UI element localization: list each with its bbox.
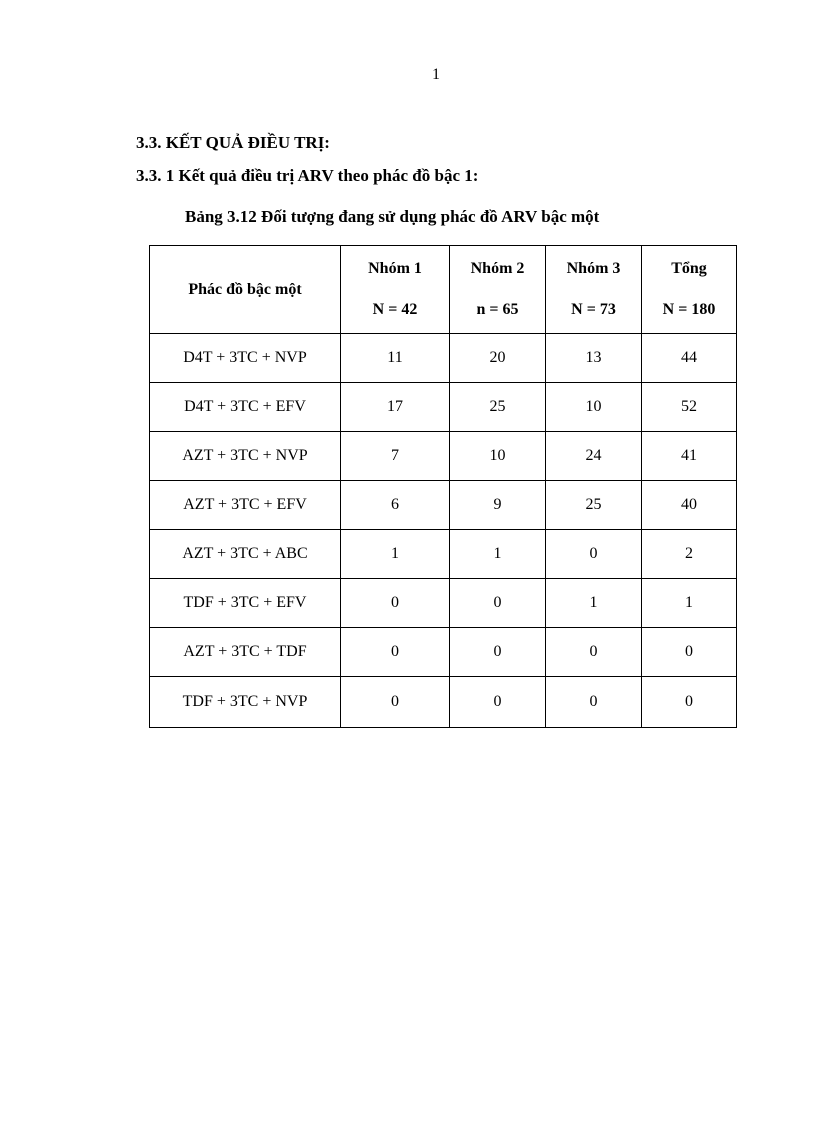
cell-regimen: D4T + 3TC + EFV	[150, 383, 341, 432]
cell-regimen: AZT + 3TC + TDF	[150, 628, 341, 677]
header-group3	[546, 246, 642, 334]
header-group3-n: N = 73	[571, 301, 616, 318]
regimen-table	[149, 245, 737, 728]
table-row	[150, 481, 737, 530]
cell-total: 52	[642, 383, 737, 432]
cell-total: 41	[642, 432, 737, 481]
cell-regimen: AZT + 3TC + ABC	[150, 530, 341, 579]
cell-total: 40	[642, 481, 737, 530]
cell-group3: 13	[546, 334, 642, 383]
table-row	[150, 432, 737, 481]
cell-group2: 10	[450, 432, 546, 481]
cell-group3: 0	[546, 628, 642, 677]
section-heading: 3.3. KẾT QUẢ ĐIỀU TRỊ:	[136, 133, 330, 152]
header-group2	[450, 246, 546, 334]
cell-regimen: D4T + 3TC + NVP	[150, 334, 341, 383]
cell-group1: 0	[341, 677, 450, 728]
table-caption: Bảng 3.12 Đối tượng đang sử dụng phác đồ ARV bậc một	[185, 207, 600, 226]
table-row	[150, 530, 737, 579]
cell-group2: 25	[450, 383, 546, 432]
cell-group2: 20	[450, 334, 546, 383]
cell-group1: 0	[341, 628, 450, 677]
header-group2-name: Nhóm 2	[470, 260, 525, 277]
table-row	[150, 334, 737, 383]
cell-regimen: AZT + 3TC + EFV	[150, 481, 341, 530]
cell-group3: 0	[546, 530, 642, 579]
header-regimen	[150, 246, 341, 334]
cell-group3: 1	[546, 579, 642, 628]
header-total-name: Tổng	[671, 260, 707, 277]
table-row	[150, 628, 737, 677]
cell-group3: 24	[546, 432, 642, 481]
cell-group3: 25	[546, 481, 642, 530]
header-total-n: N = 180	[662, 301, 716, 318]
cell-group1: 0	[341, 579, 450, 628]
cell-group2: 0	[450, 628, 546, 677]
cell-total: 0	[642, 677, 737, 728]
page-number: 1	[432, 66, 440, 83]
cell-group1: 1	[341, 530, 450, 579]
cell-regimen: TDF + 3TC + NVP	[150, 677, 341, 728]
header-group1-n: N = 42	[372, 301, 418, 318]
header-regimen-label: Phác đồ bậc một	[188, 280, 302, 298]
cell-total: 44	[642, 334, 737, 383]
cell-group2: 9	[450, 481, 546, 530]
table-header-row	[150, 246, 737, 334]
header-group2-n: n = 65	[476, 301, 519, 318]
table-row	[150, 579, 737, 628]
header-group1	[341, 246, 450, 334]
cell-group3: 0	[546, 677, 642, 728]
cell-group1: 6	[341, 481, 450, 530]
cell-group1: 7	[341, 432, 450, 481]
cell-total: 2	[642, 530, 737, 579]
table-row	[150, 383, 737, 432]
cell-total: 0	[642, 628, 737, 677]
cell-group2: 0	[450, 579, 546, 628]
header-group1-name: Nhóm 1	[368, 260, 422, 277]
cell-group1: 17	[341, 383, 450, 432]
cell-group2: 1	[450, 530, 546, 579]
cell-regimen: TDF + 3TC + EFV	[150, 579, 341, 628]
subsection-heading: 3.3. 1 Kết quả điều trị ARV theo phác đồ bậc 1:	[136, 166, 479, 185]
table-row	[150, 677, 737, 728]
cell-group2: 0	[450, 677, 546, 728]
header-total	[642, 246, 737, 334]
cell-group3: 10	[546, 383, 642, 432]
cell-group1: 11	[341, 334, 450, 383]
header-group3-name: Nhóm 3	[566, 260, 621, 277]
cell-total: 1	[642, 579, 737, 628]
cell-regimen: AZT + 3TC + NVP	[150, 432, 341, 481]
